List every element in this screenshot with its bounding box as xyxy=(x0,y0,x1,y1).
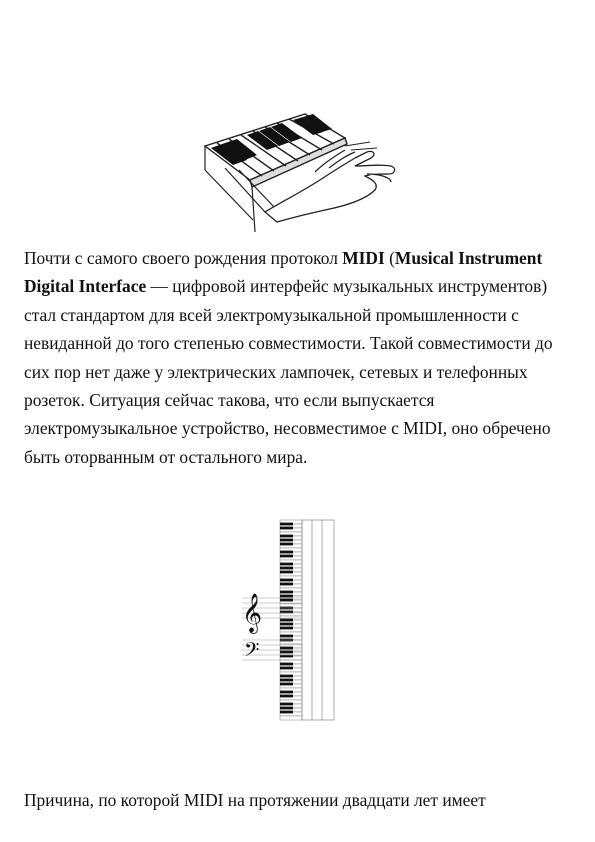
piano-hands-illustration xyxy=(195,108,405,236)
second-paragraph: Причина, по которой MIDI на протяжении двадцати лет имеет xyxy=(24,790,486,810)
paragraph-text: Почти с самого своего рождения протокол xyxy=(24,248,343,268)
keyboard-staff-chart-icon xyxy=(236,518,356,722)
treble-clef-icon: 𝄞 xyxy=(242,593,263,633)
intro-paragraph xyxy=(24,244,576,471)
paragraph-text: ( xyxy=(384,248,395,268)
piano-hands-illustration-icon xyxy=(195,108,405,236)
bass-clef-icon: 𝄢 xyxy=(244,638,260,666)
midi-term: MIDI xyxy=(342,248,385,268)
paragraph-text: — цифровой интерфейс музыкальных инструментов) стал стандартом для всей электромузыкальной промышленности с невиданной до того степенью совместимости. Такой совместимости до сих пор нет даже у электрических лампочек, сетевых и телефонных розеток. Ситуация сейчас такова, что если выпускается электромузыкальное устройство, несовместимое с MIDI, оно обречено быть оторванным от остального мира. xyxy=(24,276,553,467)
keyboard-staff-chart xyxy=(236,518,356,722)
midi-expansion-term: Musical Instrument Digital Interface xyxy=(24,248,543,297)
